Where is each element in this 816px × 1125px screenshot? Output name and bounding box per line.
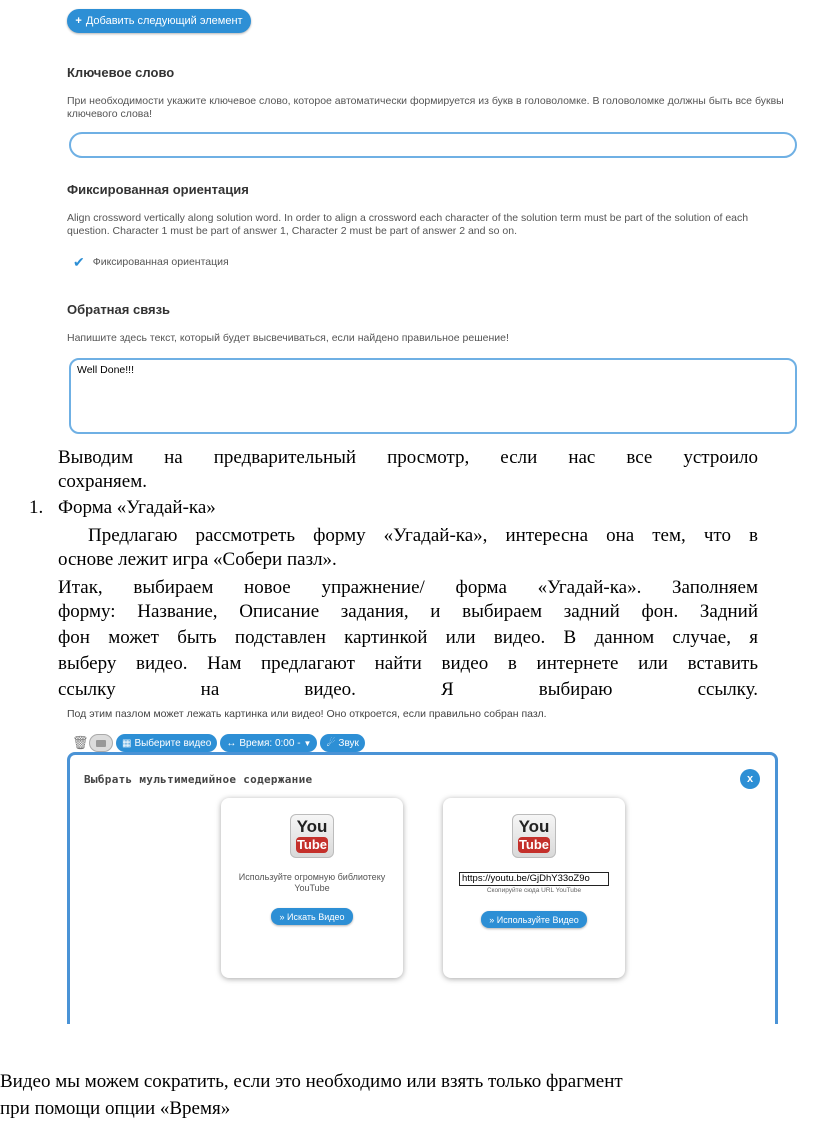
paragraph-preview-line2: сохраняем.	[58, 471, 148, 492]
add-next-element-label: Добавить следующий элемент	[85, 15, 243, 27]
close-icon: x	[746, 773, 754, 785]
feedback-title: Обратная связь	[67, 302, 171, 317]
time-button[interactable]	[220, 734, 317, 752]
feedback-textarea[interactable]	[69, 358, 797, 434]
plus-icon: +	[75, 15, 82, 27]
puzzle-hint: Под этим пазлом может лежать картинка или видео! Оно откроется, если правильно собран пазл.	[67, 708, 547, 720]
paragraph-time-line1: Видео мы можем сократить, если это необходимо или взять только фрагмент	[0, 1071, 623, 1092]
film-icon: ▦	[122, 737, 132, 749]
paragraph-steps-line2: форму: Название, Описание задания, и выбираем задний фон. Задний	[58, 601, 758, 622]
youtube-library-card	[221, 798, 403, 978]
dialog-close-button[interactable]	[740, 769, 760, 789]
dialog-title: Выбрать мультимедийное содержание	[84, 773, 313, 786]
paragraph-preview-line1: Выводим на предварительный просмотр, если нас все устроило	[58, 447, 758, 468]
youtube-logo-icon: You Tube	[290, 814, 334, 858]
time-label: Время: 0:00 -	[239, 737, 301, 749]
paragraph-intro-line1: Предлагаю рассмотреть форму «Угадай-ка», интересна она тем, что в	[88, 525, 758, 546]
use-video-button[interactable]	[481, 911, 587, 928]
use-video-label: » Используйте Видео	[489, 914, 579, 925]
arrows-horizontal-icon: ↔	[226, 737, 237, 749]
paragraph-steps-line1: Итак, выбираем новое упражнение/ форма «Угадай-ка». Заполняем	[58, 577, 758, 598]
library-description: Используйте огромную библиотеку YouTube	[238, 872, 386, 893]
add-next-element-button[interactable]	[67, 9, 251, 33]
paragraph-steps-line3: фон может быть подставлен картинкой или видео. В данном случае, я	[58, 627, 758, 648]
url-hint: Скопируйте сюда URL YouTube	[486, 887, 582, 894]
select-video-button[interactable]	[116, 734, 217, 752]
paragraph-steps-line4: выберу видео. Нам предлагают найти видео в интернете или вставить	[58, 653, 758, 674]
sound-button[interactable]	[320, 734, 364, 752]
keyword-input[interactable]	[69, 132, 797, 158]
paragraph-steps-line5: ссылку на видео. Я выбираю ссылку.	[58, 679, 758, 700]
fixed-orientation-checkbox-row[interactable]	[73, 255, 229, 269]
search-video-label: » Искать Видео	[279, 911, 345, 922]
keyword-hint: При необходимости укажите ключевое слово, которое автоматически формируется из букв в головоломке. В головоломке должны быть все буквы ключевого слова!	[67, 95, 784, 120]
youtube-logo-icon: You Tube	[512, 814, 556, 858]
search-video-button[interactable]	[271, 908, 353, 925]
paragraph-intro-line2: основе лежит игра «Собери пазл».	[58, 549, 337, 570]
speaker-icon: ☄	[326, 737, 336, 749]
keyword-title: Ключевое слово	[67, 65, 175, 80]
media-dialog	[67, 752, 778, 1024]
fixed-orientation-hint: Align crossword vertically along solution word. In order to align a crossword each character of the solution term must be part of the solution of each question. Character 1 must be part of answer 1, Character 2 must be part of answer 2 and so on.	[67, 212, 749, 237]
feedback-textarea-value: Well Done!!!	[77, 364, 134, 376]
list-number: 1.	[29, 497, 44, 518]
fixed-orientation-title: Фиксированная ориентация	[67, 182, 249, 197]
youtube-url-card	[443, 798, 625, 978]
youtube-url-value: https://youtu.be/GjDhY33oZ9o	[462, 873, 590, 884]
chevron-down-icon: ▼	[303, 738, 312, 748]
list-item-heading: Форма «Угадай-ка»	[58, 497, 216, 518]
feedback-hint: Напишите здесь текст, который будет высвечиваться, если найдено правильное решение!	[67, 332, 509, 344]
fixed-orientation-checkbox-label: Фиксированная ориентация	[92, 255, 229, 268]
media-toolbar	[72, 734, 365, 752]
checkbox-checked-icon[interactable]: ✔	[73, 254, 85, 270]
image-toggle-icon[interactable]	[89, 734, 113, 752]
select-video-label: Выберите видео	[134, 737, 212, 749]
youtube-url-input[interactable]	[459, 872, 609, 886]
trash-icon[interactable]: 🗑	[72, 735, 89, 750]
paragraph-time-line2: при помощи опции «Время»	[0, 1098, 231, 1119]
sound-label: Звук	[338, 737, 359, 749]
